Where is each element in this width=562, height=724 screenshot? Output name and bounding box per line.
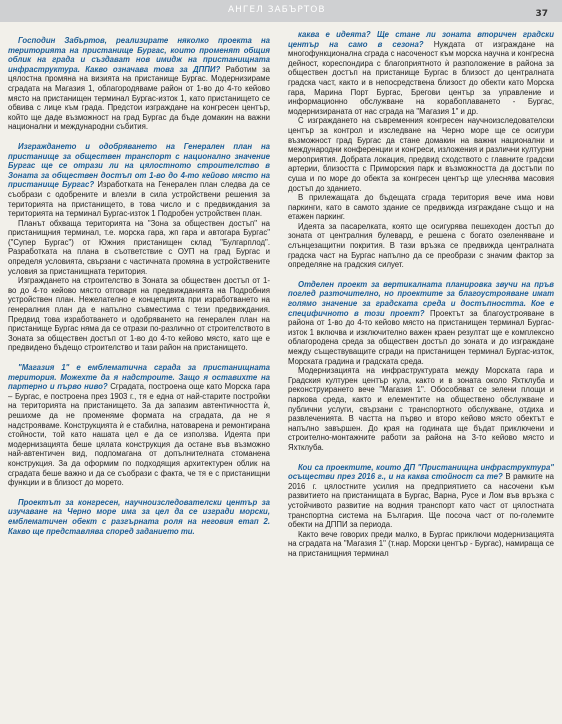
interview-question: Отделен проект за вертикалната планировка звучи на пръв поглед разточително, но проектите за благоустрояване имат голямо значение за градската среда и достъпността. Кое е специфичното в този проект? (288, 279, 554, 318)
interview-section (288, 463, 554, 559)
page-header (0, 0, 562, 22)
answer-paragraph: Идеята за пасарелката, която ще осигурява пешеходен достъп до зоната от централния булевард, е решена с богато озеленяване и слънцезащитни покрития. В тази връзка се предвижда централната градска част на Бургас напълно да се преобрази с значим фактор за определяне на градския силует. (288, 221, 554, 270)
answer-paragraph: Работим за цялостна промяна на визията на пристанище Бургас. Модернизираме сградата на Магазия 1, облагородяваме район от 1-во до 4-то кейово място на пристанищен терминал Бургас-изток 1, като пристанището се обвива с лице към града. Предстои изграждане на конгресен център, който ще даде възможност на град Бургас да бъде домакин на важни национални и международни събития. (8, 64, 270, 132)
left-column (8, 36, 270, 720)
answer-paragraph: Както вече говорих преди малко, в Бургас приключи модернизацията на сградата на "Магазия 1" (т.нар. Морски център - Бургас), намираща се на пристанищния терминал (288, 529, 554, 558)
answer-paragraph: Модернизацията на инфраструктурата между Морската гара и Градския културен център кула, както и в зоната около Яхтклуба и реконструирането вече "Магазия 1". Обособяват се зелени площи и паркова среда, както и елементите на обществено обслужване и публични услуги, свързани с транспортното обслужване, отдиха и развлеченията. В частта на първо и второ кейово място обектът е напълно завършен. До края на годината ще бъдат приключени и строително-монтажните работи за района на 3-то кейово място и Яхтклуба. (288, 366, 554, 452)
interview-section (8, 36, 270, 132)
interview-section (288, 30, 554, 270)
answer-paragraph: Нуждата от изграждане на многофункционална сграда с насоченост към морска научна и конгресна дейност, кореспондира с благоприятното ѝ разположение в района за обществен достъп на пристанище Бургас в близост до централната градска част, както и в непосредствена близост до обекти като Морска гара, Марина Порт Бургас, Брегови център за управление и информационно обслужване на корабоплаването - Бургас, модернизираната от нас сграда на "Магазия 1" и др. (288, 39, 554, 116)
answer-paragraph: С изграждането на съвременния конгресен научноизследователски център за контрол и изследване на Черно море ще се осигури възможност град Бургас да стане домакин на важни национални и международни конференции и конгреси, изложения и различни културни мероприятия. Добрата локация, предвид сходството с главните градски артерии, близостта с Приморския парк и възможността да достъпи по суша и по море до обекта за конгресен център ще улеснява масовия достъп до зданието. (288, 116, 554, 193)
interview-section (288, 280, 554, 453)
interview-question: "Магазия 1" е емблематична сграда за пристанищната територия. Можехте да я надстроите. Защо я оставихте на партерно и първо ниво? (8, 363, 270, 392)
answer-paragraph: Изработката на Генерален план следва да се съобрази с одобрените и влезли в сила устройствени решения за територията на пристанището, в това число и с предвиждания за територията на терминал Бургас-изток 1 Подробен устройствен план. (8, 180, 270, 219)
answer-paragraph: В прилежащата до бъдещата сграда територия вече има нови паркинги, като в самото здание се предвижда изграждане също и на етажен паркинг. (288, 193, 554, 222)
interview-section (8, 498, 270, 536)
page-number: 37 (535, 9, 548, 19)
interview-section (8, 363, 270, 488)
interview-section (8, 142, 270, 353)
answer-paragraph: Планът обхваща територията на "Зона за обществен достъп" на пристанищния терминал, т.е. морска гара, жп гара и автогара Бургас" ("Супер Бургас") от Южния пристанищен склад "Булгарплод". Разработката на плана в съответствие с ОУП на град Бургас и определя условията, свързани с частичната промяна в устройствените условия за пристанищната територия. (8, 218, 270, 276)
answer-paragraph: Изграждането на строителство в Зоната за обществен достъп от 1-во до 4-то кейово място отговаря на предвижданията на Подробния устройствен план. Нежелателно е концепцията при изработването на генералния план да е напълно съвместима с тези предвиждания. Предвид това изработването и одобряването на генерален план на пристанище Бургас няма да се отрази по-различно от строителството в Зоната за обществен достъп от 1-во до 4-то кейово място, като ще е предвидено бъдещо строителство и тази район на пристанището. (8, 276, 270, 353)
answer-paragraph: Проектът за благоустрояване в района от 1-во до 4-то кейово място на пристанищен терминал Бургас-изток 1 включва и изключително важен краен резултат ще е комплексно облагородена среда за обществен достъп до зоната и до изграждане между съществуващите сгради на пристанищен терминал Бургас-изток, Морската градина и градската среда. (288, 308, 554, 366)
right-column (288, 30, 554, 720)
answer-paragraph: Сградата, построена още като Морска гара – Бургас, е построена през 1903 г., тя е една от най-старите постройки на територията на пристанището. За да запазим автентичността ѝ, решихме да не променяме формата на сградата, да не я надстрояваме. Конструкцията ѝ е стабилна, натоварена и ремонтирана стойности, той като нашата цел е да се използва. Идеята при модернизацията беше цялата конструкция да остане във възможно най-автентичен вид, подпомагана от допълнителната стоманена конструкция. За да оформим по подходящия архитектурен облик на сградата беше важно и да се съобрази с факта, че тя е с пристанищни функции и в близост до морето. (8, 382, 270, 488)
interview-question: Изграждането и одобряването на Генерален план на пристанище за обществен транспорт с национално значение Бургас ще се отрази ли на цялостното строителство в Зоната за обществен достъп от 1-во до 4-то кейово място на пристанище Бургас? (8, 141, 270, 190)
interview-question: Кои са проектите, които ДП "Пристанищна инфраструктура" осъществи през 2016 г., и на каква стойност са те? (288, 462, 554, 482)
running-head-author: АНГЕЛ ЗАБЪРТОВ (228, 5, 326, 15)
interview-question: каква е идеята? Ще стане ли зоната вторичен градски център на само в сезона? (288, 30, 554, 49)
interview-question: Проектът за конгресен, научноизследователски център за изучаване на Черно море има за цел да се изгради морски, емблематичен обект с разгърната роля на неговия етап 2. Какво ще представлява според заданието ти. (8, 497, 270, 536)
answer-paragraph: В рамките на 2016 г. цялостните усилия на предприятието са насочени към развитието на пристанищата в Бургас, Варна, Русе и Лом във връзка с устойчивото развитие на водния транспорт като част от цялостната транспортна система на България. Ще посоча част от по-големите обекти на ДППИ за периода. (288, 472, 554, 530)
interview-question: Господин Забъртов, реализирате няколко проекта на територията на пристанище Бургас, които променят общия облик на града и създават нов имидж на пристанищната инфраструктура. Какво означава това за ДППИ? (8, 36, 270, 74)
